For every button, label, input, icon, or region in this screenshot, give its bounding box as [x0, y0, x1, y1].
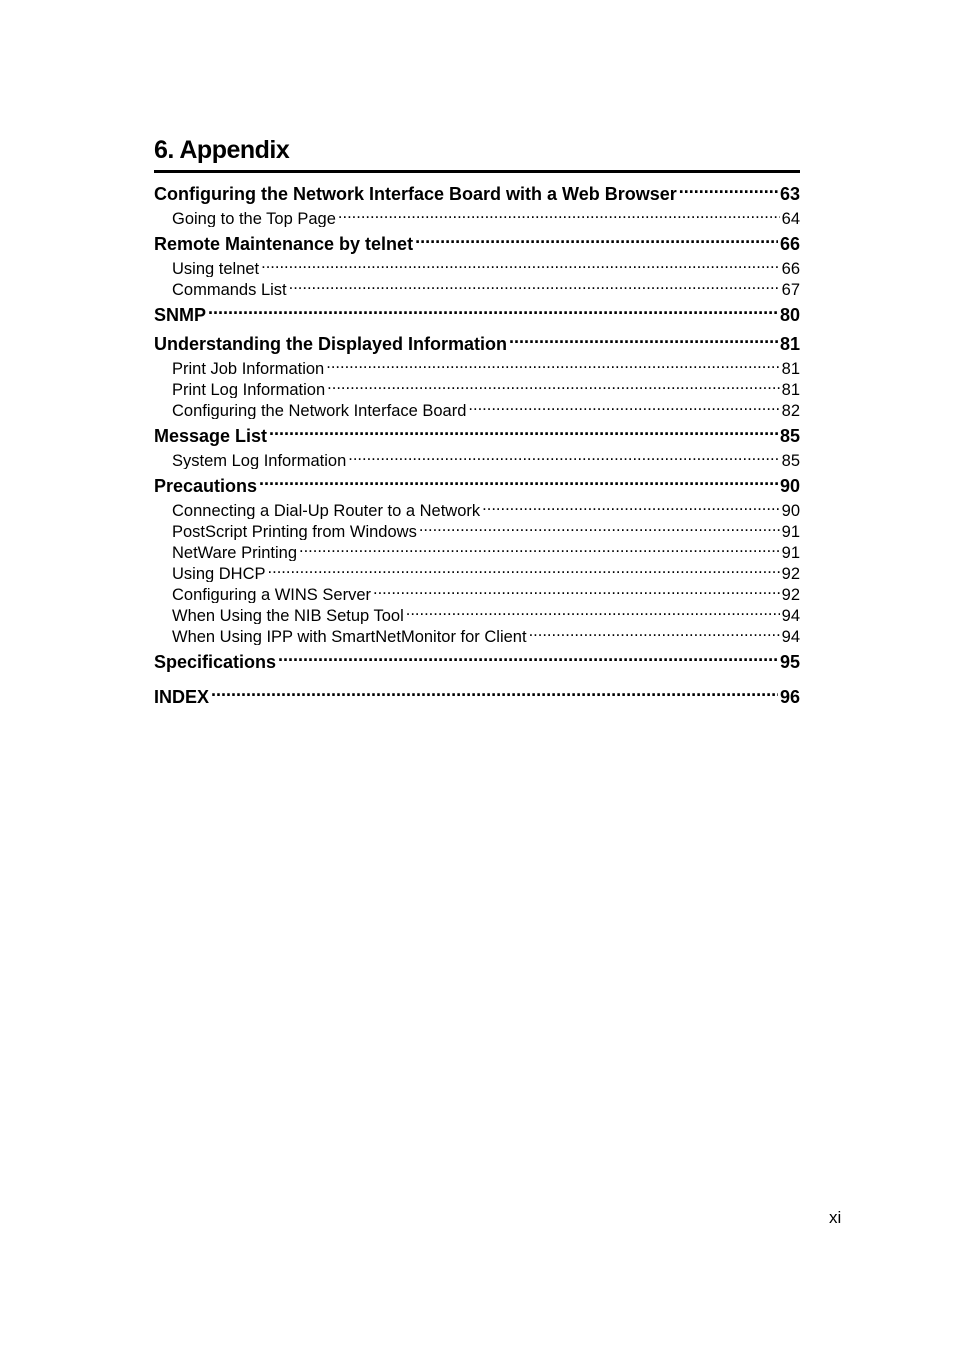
toc-leader-dots: [509, 330, 778, 350]
toc-leader-dots: [415, 230, 778, 250]
toc-entry-page: 63: [779, 184, 800, 204]
toc-entry-page: 90: [779, 476, 800, 496]
toc-leader-dots: [338, 206, 780, 224]
toc-entry[interactable]: [154, 206, 800, 227]
toc-leader-dots: [259, 472, 778, 492]
toc-entry[interactable]: [154, 230, 800, 256]
toc-entry-label: Commands List: [172, 281, 287, 298]
toc-entry-page: 95: [779, 652, 800, 672]
toc-leader-dots: [348, 448, 779, 466]
toc-entry-label: When Using IPP with SmartNetMonitor for Client: [172, 628, 527, 645]
toc-entry-page: 82: [781, 402, 800, 419]
toc-entry-label: PostScript Printing from Windows: [172, 523, 417, 540]
toc-entry[interactable]: [154, 540, 800, 561]
toc-entry-page: 92: [781, 565, 800, 582]
toc-entry-page: 94: [781, 607, 800, 624]
toc-entry-label: Precautions: [154, 476, 258, 496]
toc-entry[interactable]: [154, 301, 800, 327]
toc-leader-dots: [268, 561, 780, 579]
toc-entry-label: Print Job Information: [172, 360, 325, 377]
chapter-title: 6. Appendix: [154, 136, 290, 164]
toc-leader-dots: [373, 582, 780, 600]
toc-entry-page: 94: [781, 628, 800, 645]
toc-entry-page: 80: [779, 305, 800, 325]
table-of-contents: [154, 179, 800, 709]
toc-entry[interactable]: [154, 519, 800, 540]
toc-entry[interactable]: [154, 561, 800, 582]
toc-entry-page: 85: [781, 452, 800, 469]
toc-entry-label: Specifications: [154, 652, 277, 672]
toc-leader-dots: [289, 277, 780, 295]
toc-leader-dots: [406, 603, 780, 621]
toc-entry[interactable]: [154, 498, 800, 519]
toc-entry-label: NetWare Printing: [172, 544, 298, 561]
toc-entry[interactable]: [154, 398, 800, 419]
toc-entry-label: Understanding the Displayed Information: [154, 334, 508, 354]
page-number: xi: [829, 1208, 842, 1227]
toc-entry-page: 91: [781, 523, 800, 540]
toc-entry-page: 81: [781, 381, 800, 398]
toc-leader-dots: [468, 398, 779, 416]
toc-leader-dots: [327, 377, 779, 395]
toc-entry-page: 96: [779, 687, 800, 707]
toc-entry-label: When Using the NIB Setup Tool: [172, 607, 404, 624]
toc-entry-page: 90: [781, 502, 800, 519]
toc-leader-dots: [482, 498, 779, 516]
toc-entry-label: Configuring a WINS Server: [172, 586, 371, 603]
toc-entry-label: Message List: [154, 426, 268, 446]
toc-leader-dots: [269, 422, 778, 442]
toc-leader-dots: [299, 540, 780, 558]
toc-entry-label: INDEX: [154, 687, 210, 707]
toc-entry-label: Using telnet: [172, 260, 260, 277]
toc-entry[interactable]: [154, 330, 800, 356]
toc-entry-label: Going to the Top Page: [172, 210, 336, 227]
toc-entry[interactable]: [154, 422, 800, 448]
toc-entry-label: Print Log Information: [172, 381, 326, 398]
toc-leader-dots: [211, 683, 778, 703]
toc-leader-dots: [326, 356, 779, 374]
toc-entry-label: Connecting a Dial-Up Router to a Network: [172, 502, 481, 519]
toc-entry-page: 66: [779, 234, 800, 254]
toc-entry[interactable]: [154, 472, 800, 498]
toc-entry-page: 81: [781, 360, 800, 377]
toc-leader-dots: [419, 519, 780, 537]
toc-leader-dots: [679, 180, 778, 200]
toc-entry[interactable]: [154, 624, 800, 645]
toc-entry[interactable]: [154, 603, 800, 624]
toc-entry-label: Using DHCP: [172, 565, 266, 582]
toc-entry[interactable]: [154, 256, 800, 277]
toc-entry-label: System Log Information: [172, 452, 347, 469]
toc-leader-dots: [208, 301, 778, 321]
toc-entry-label: Remote Maintenance by telnet: [154, 234, 414, 254]
toc-entry-page: 91: [781, 544, 800, 561]
toc-entry-page: 67: [781, 281, 800, 298]
toc-entry-page: 85: [779, 426, 800, 446]
toc-leader-dots: [529, 624, 780, 642]
toc-entry[interactable]: [154, 683, 800, 709]
toc-entry[interactable]: [154, 648, 800, 674]
toc-leader-dots: [261, 256, 780, 274]
toc-entry-page: 92: [781, 586, 800, 603]
toc-entry-label: Configuring the Network Interface Board with a Web Browser: [154, 184, 677, 204]
toc-entry[interactable]: [154, 448, 800, 469]
toc-entry[interactable]: [154, 277, 800, 298]
title-rule: [154, 170, 800, 173]
toc-entry[interactable]: [154, 582, 800, 603]
toc-leader-dots: [278, 648, 778, 668]
toc-entry[interactable]: [154, 377, 800, 398]
toc-entry-page: 64: [781, 210, 800, 227]
toc-entry-label: Configuring the Network Interface Board: [172, 402, 467, 419]
toc-entry-label: SNMP: [154, 305, 207, 325]
toc-entry[interactable]: [154, 180, 800, 206]
toc-entry-page: 66: [781, 260, 800, 277]
toc-entry-page: 81: [779, 334, 800, 354]
toc-entry[interactable]: [154, 356, 800, 377]
